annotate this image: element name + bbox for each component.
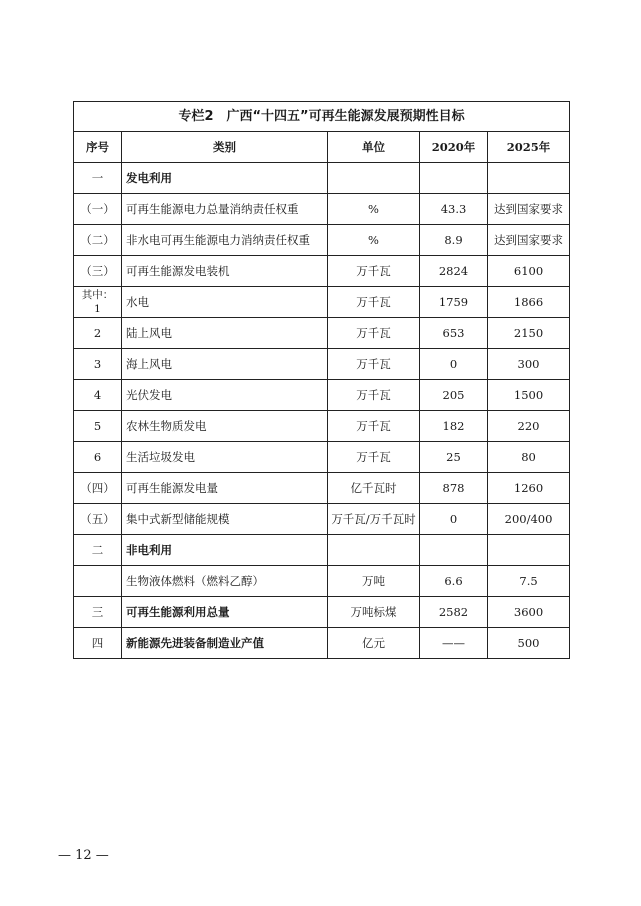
row-2025: 达到国家要求 bbox=[488, 194, 570, 225]
table-body bbox=[74, 163, 570, 659]
table-row bbox=[74, 504, 570, 535]
table-row bbox=[74, 535, 570, 566]
row-2025: 6100 bbox=[488, 256, 570, 287]
row-no: 2 bbox=[74, 318, 122, 349]
row-2025: 200/400 bbox=[488, 504, 570, 535]
row-unit: % bbox=[328, 194, 420, 225]
header-2025: 2025年 bbox=[488, 132, 570, 163]
row-no bbox=[74, 566, 122, 597]
row-2025: 1500 bbox=[488, 380, 570, 411]
table-row bbox=[74, 628, 570, 659]
row-no: 二 bbox=[74, 535, 122, 566]
row-2020: 653 bbox=[420, 318, 488, 349]
targets-table bbox=[73, 101, 570, 659]
row-unit: 万千瓦 bbox=[328, 442, 420, 473]
row-2025: 80 bbox=[488, 442, 570, 473]
row-2025 bbox=[488, 163, 570, 194]
row-2025: 2150 bbox=[488, 318, 570, 349]
row-2020: 2824 bbox=[420, 256, 488, 287]
row-no bbox=[74, 287, 122, 318]
row-category: 农林生物质发电 bbox=[122, 411, 328, 442]
row-unit: 万千瓦 bbox=[328, 318, 420, 349]
row-2020: 8.9 bbox=[420, 225, 488, 256]
row-2020: —— bbox=[420, 628, 488, 659]
row-no: 三 bbox=[74, 597, 122, 628]
page-number: — 12 — bbox=[58, 848, 109, 863]
table-row bbox=[74, 380, 570, 411]
table-row bbox=[74, 442, 570, 473]
row-unit: 万千瓦 bbox=[328, 256, 420, 287]
row-category: 海上风电 bbox=[122, 349, 328, 380]
row-2020: 1759 bbox=[420, 287, 488, 318]
row-category: 可再生能源发电量 bbox=[122, 473, 328, 504]
row-no: 6 bbox=[74, 442, 122, 473]
row-category: 新能源先进装备制造业产值 bbox=[122, 628, 328, 659]
row-2025: 1866 bbox=[488, 287, 570, 318]
row-2020: 878 bbox=[420, 473, 488, 504]
row-unit: 万千瓦 bbox=[328, 411, 420, 442]
header-no: 序号 bbox=[74, 132, 122, 163]
row-2025: 3600 bbox=[488, 597, 570, 628]
row-2020 bbox=[420, 163, 488, 194]
row-2025: 达到国家要求 bbox=[488, 225, 570, 256]
row-no-index: 1 bbox=[94, 303, 101, 315]
row-category: 水电 bbox=[122, 287, 328, 318]
row-category: 发电利用 bbox=[122, 163, 328, 194]
row-category: 光伏发电 bbox=[122, 380, 328, 411]
row-no: 四 bbox=[74, 628, 122, 659]
row-unit bbox=[328, 163, 420, 194]
row-no: （四） bbox=[74, 473, 122, 504]
header-2020: 2020年 bbox=[420, 132, 488, 163]
row-2020: 6.6 bbox=[420, 566, 488, 597]
row-no-prefix: 其中： bbox=[81, 289, 114, 301]
row-unit: 万千瓦 bbox=[328, 287, 420, 318]
row-unit bbox=[328, 535, 420, 566]
row-unit: 万千瓦/万千瓦时 bbox=[328, 504, 420, 535]
row-no: 一 bbox=[74, 163, 122, 194]
row-2020: 0 bbox=[420, 349, 488, 380]
table-row bbox=[74, 597, 570, 628]
row-unit: % bbox=[328, 225, 420, 256]
row-no: （五） bbox=[74, 504, 122, 535]
row-2025: 220 bbox=[488, 411, 570, 442]
row-category: 非电利用 bbox=[122, 535, 328, 566]
row-2020 bbox=[420, 535, 488, 566]
row-2020: 2582 bbox=[420, 597, 488, 628]
table-row bbox=[74, 194, 570, 225]
table-row bbox=[74, 163, 570, 194]
row-2025: 500 bbox=[488, 628, 570, 659]
row-no: （二） bbox=[74, 225, 122, 256]
row-no: 4 bbox=[74, 380, 122, 411]
row-2025: 300 bbox=[488, 349, 570, 380]
row-unit: 亿元 bbox=[328, 628, 420, 659]
row-2025: 7.5 bbox=[488, 566, 570, 597]
row-category: 可再生能源利用总量 bbox=[122, 597, 328, 628]
row-no: 3 bbox=[74, 349, 122, 380]
row-2020: 0 bbox=[420, 504, 488, 535]
row-unit: 万吨 bbox=[328, 566, 420, 597]
row-no: （三） bbox=[74, 256, 122, 287]
row-2025: 1260 bbox=[488, 473, 570, 504]
row-2020: 182 bbox=[420, 411, 488, 442]
row-2020: 25 bbox=[420, 442, 488, 473]
row-category: 生活垃圾发电 bbox=[122, 442, 328, 473]
row-2025 bbox=[488, 535, 570, 566]
table-row bbox=[74, 225, 570, 256]
row-category: 生物液体燃料（燃料乙醇） bbox=[122, 566, 328, 597]
table-row bbox=[74, 349, 570, 380]
table-row bbox=[74, 287, 570, 318]
row-unit: 万吨标煤 bbox=[328, 597, 420, 628]
table-row bbox=[74, 411, 570, 442]
row-2020: 43.3 bbox=[420, 194, 488, 225]
table-title-row bbox=[74, 102, 570, 132]
table-row bbox=[74, 566, 570, 597]
row-unit: 万千瓦 bbox=[328, 349, 420, 380]
table-row bbox=[74, 473, 570, 504]
row-no: 5 bbox=[74, 411, 122, 442]
row-2020: 205 bbox=[420, 380, 488, 411]
row-unit: 亿千瓦时 bbox=[328, 473, 420, 504]
row-category: 集中式新型储能规模 bbox=[122, 504, 328, 535]
table-row bbox=[74, 318, 570, 349]
row-category: 非水电可再生能源电力消纳责任权重 bbox=[122, 225, 328, 256]
table-row bbox=[74, 256, 570, 287]
row-unit: 万千瓦 bbox=[328, 380, 420, 411]
row-category: 可再生能源发电装机 bbox=[122, 256, 328, 287]
header-category: 类别 bbox=[122, 132, 328, 163]
row-category: 陆上风电 bbox=[122, 318, 328, 349]
header-unit: 单位 bbox=[328, 132, 420, 163]
row-no: （一） bbox=[74, 194, 122, 225]
row-category: 可再生能源电力总量消纳责任权重 bbox=[122, 194, 328, 225]
table-title: 专栏2 广西“十四五”可再生能源发展预期性目标 bbox=[74, 102, 570, 132]
table-header-row bbox=[74, 132, 570, 163]
